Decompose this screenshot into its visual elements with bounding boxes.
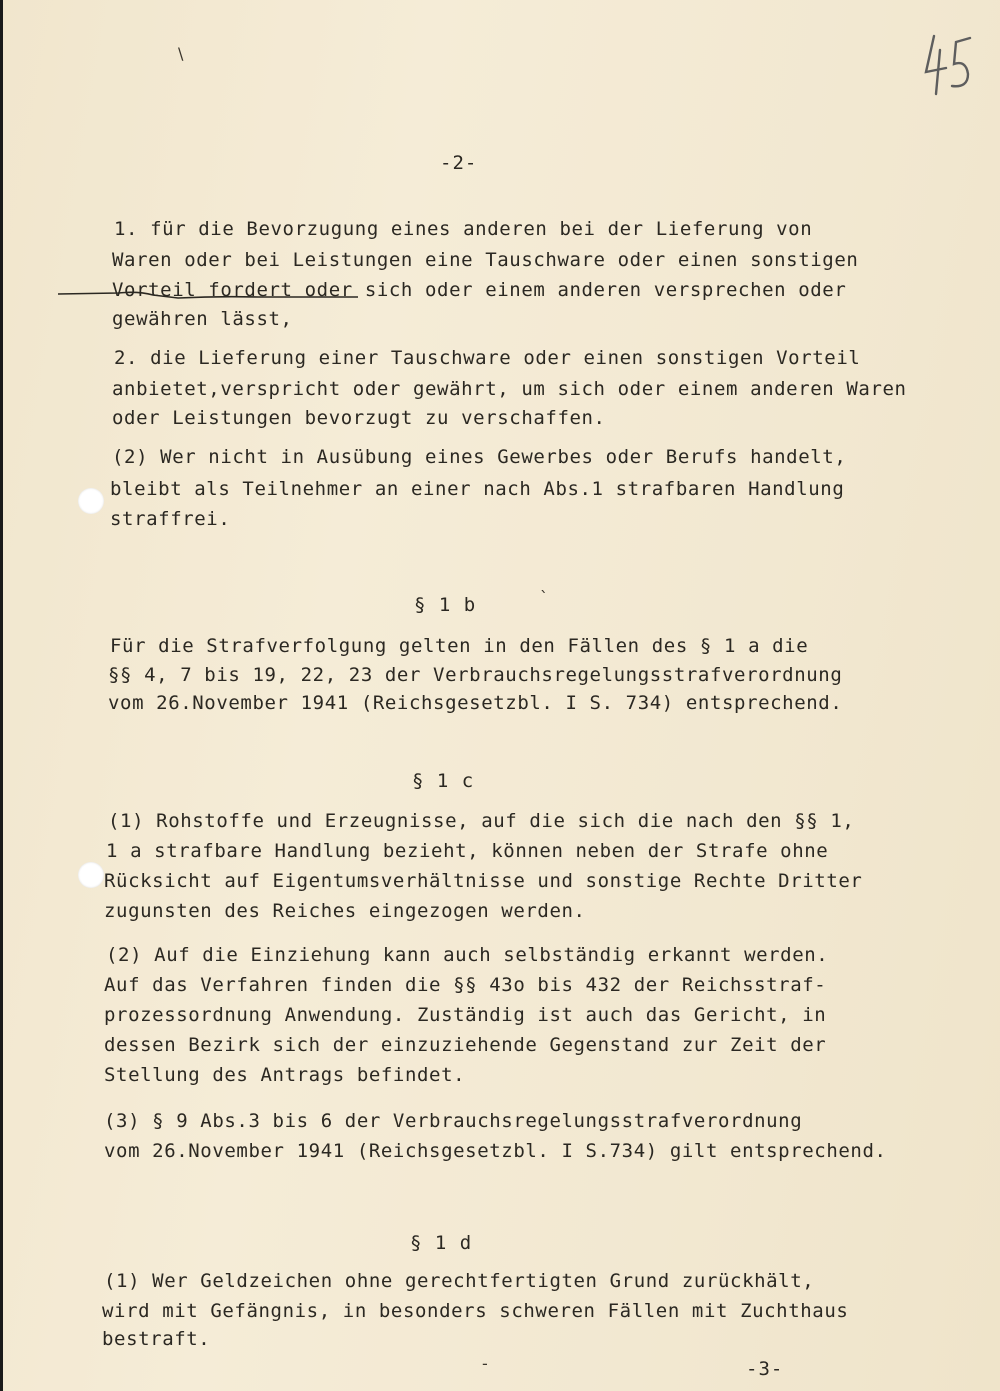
text-line: (2) Wer nicht in Ausübung eines Gewerbes oder Berufs handelt, [112,446,847,468]
strikethrough-mark [58,288,358,300]
stray-mark: - [482,1354,488,1373]
punch-hole [78,488,104,514]
text-line: Auf das Verfahren finden die §§ 43o bis 432 der Reichsstraf- [104,974,827,996]
text-line: (1) Rohstoffe und Erzeugnisse, auf die sich die nach den §§ 1, [108,810,855,832]
section-heading: § 1 c [412,770,475,792]
stray-mark: \ [178,44,184,63]
text-line: bleibt als Teilnehmer an einer nach Abs.1 strafbaren Handlung [110,478,845,500]
handwritten-folio-number [920,28,976,98]
text-line: wird mit Gefängnis, in besonders schweren Fällen mit Zuchthaus [102,1300,849,1322]
text-line: prozessordnung Anwendung. Zuständig ist auch das Gericht, in [104,1004,827,1026]
page-number-top: -2- [440,152,478,174]
text-line: straffrei. [110,508,231,530]
text-line: 1. für die Bevorzugung eines anderen bei der Lieferung von [114,218,813,240]
text-line: §§ 4, 7 bis 19, 22, 23 der Verbrauchsregelungsstrafverordnung [108,664,843,686]
text-line: zugunsten des Reiches eingezogen werden. [104,900,586,922]
text-line: bestraft. [102,1328,211,1350]
text-line: (2) Auf die Einziehung kann auch selbständig erkannt werden. [106,944,829,966]
text-line: anbietet,verspricht oder gewährt, um sich oder einem anderen Waren [112,378,907,400]
text-line: Für die Strafverfolgung gelten in den Fällen des § 1 a die [110,635,809,657]
text-line: vom 26.November 1941 (Reichsgesetzbl. I S. 734) entsprechend. [108,692,843,714]
text-line: oder Leistungen bevorzugt zu verschaffen. [112,407,606,429]
text-line: dessen Bezirk sich der einzuziehende Gegenstand zur Zeit der [104,1034,827,1056]
text-line: Stellung des Antrags befindet. [104,1064,466,1086]
text-line: 2. die Lieferung einer Tauschware oder einen sonstigen Vorteil [114,347,861,369]
text-line: (3) § 9 Abs.3 bis 6 der Verbrauchsregelungsstrafverordnung [104,1110,803,1132]
text-line: 1 a strafbare Handlung bezieht, können neben der Strafe ohne [106,840,829,862]
page-edge [0,0,3,1391]
text-line: (1) Wer Geldzeichen ohne gerechtfertigten Grund zurückhält, [104,1270,815,1292]
text-line: vom 26.November 1941 (Reichsgesetzbl. I S.734) gilt entsprechend. [104,1140,887,1162]
punch-hole [78,862,104,888]
text-line: Rücksicht auf Eigentumsverhältnisse und sonstige Rechte Dritter [104,870,863,892]
page-number-bottom: -3- [746,1358,784,1380]
stray-mark: ` [540,588,548,607]
text-line: gewähren lässt, [112,308,293,330]
text-line: Waren oder bei Leistungen eine Tauschware oder einen sonstigen [112,249,859,271]
section-heading: § 1 b [414,594,477,616]
section-heading: § 1 d [410,1232,473,1254]
text-line: Vorteil fordert oder sich oder einem anderen versprechen oder [112,279,847,301]
